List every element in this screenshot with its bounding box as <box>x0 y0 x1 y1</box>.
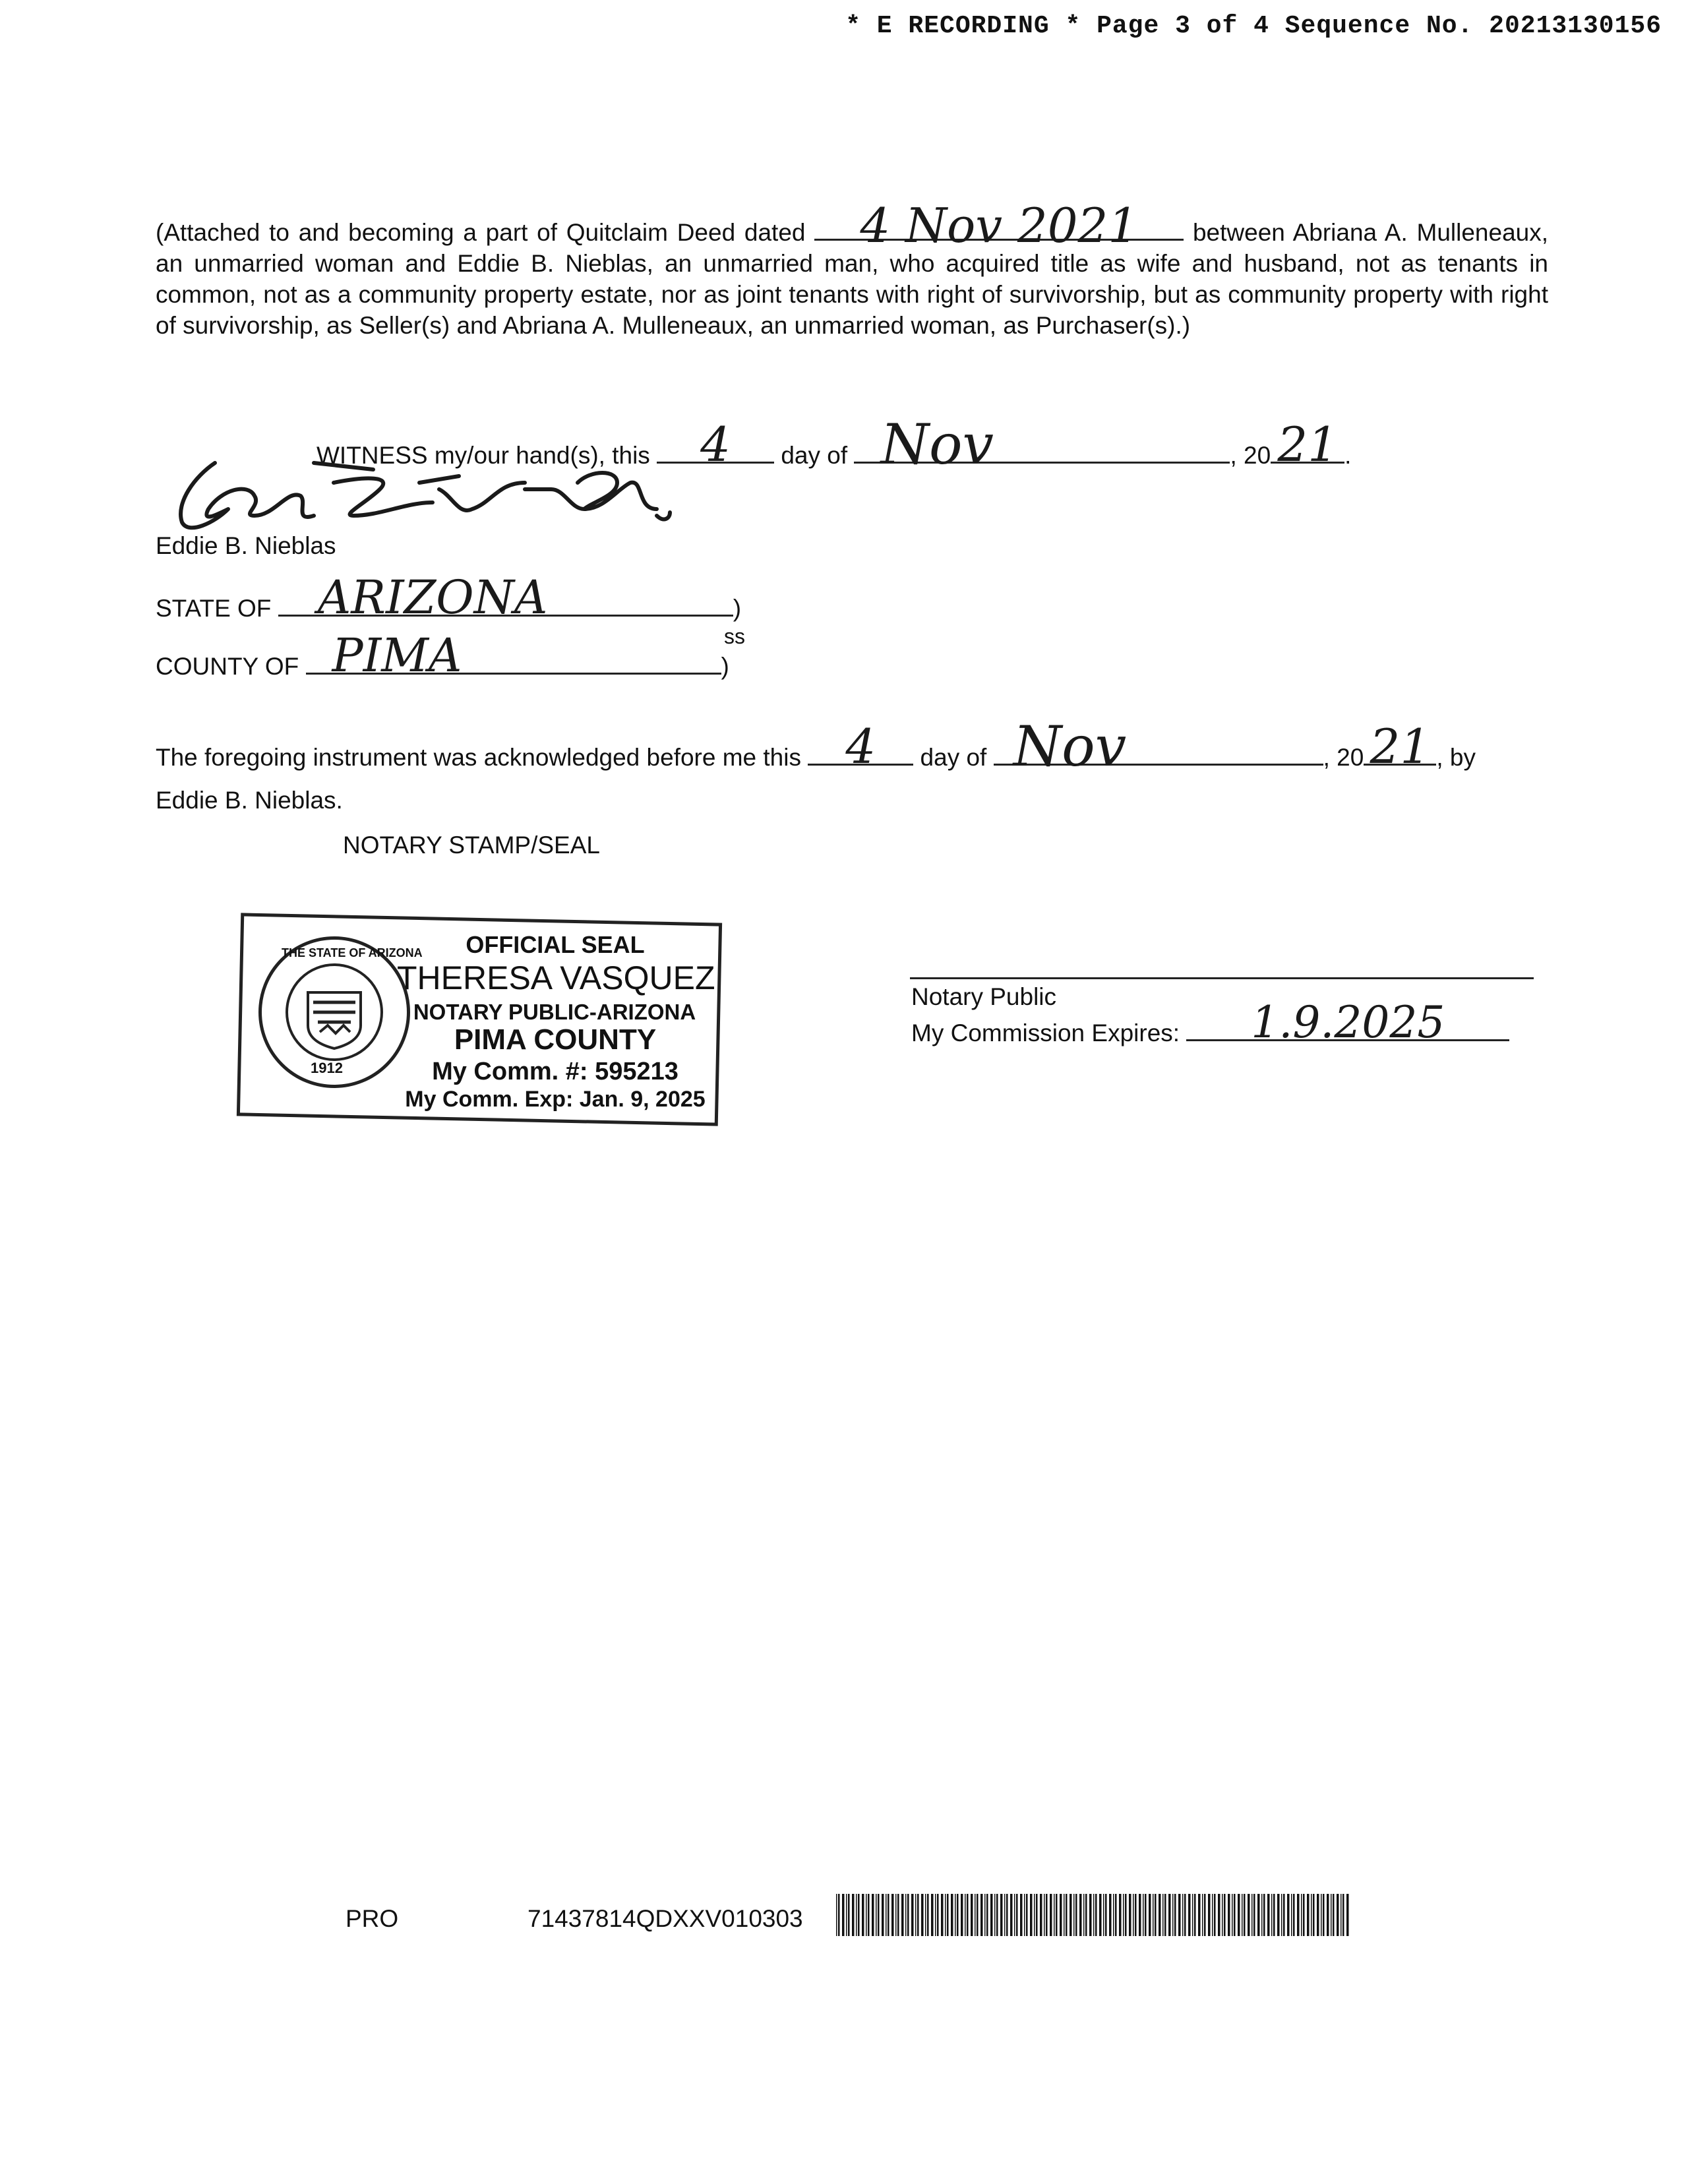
footer-document-number: 71437814QDXXV010303 <box>528 1905 803 1932</box>
state-label: STATE OF <box>156 595 272 622</box>
state-seal-emblem <box>258 936 423 1088</box>
attachment-prefix: (Attached to and becoming a part of Quitclaim Deed dated <box>156 219 806 246</box>
attachment-body: between Abriana A. Mulleneaux, an unmarried woman and Eddie B. Nieblas, an unmarried man, who acquired title as wife and husband, not as tenants in common, not as a community property estate, nor as joint tenants with right of survivorship, but as community property with right of survivorship, as Seller(s) and Abriana A. Mulleneaux, an unmarried woman, as Purchaser(s).) <box>156 219 1549 339</box>
witness-year-prefix: , 20 <box>1230 442 1271 469</box>
witness-year-handwritten: 21 <box>1277 417 1338 472</box>
ss-mark: ss <box>724 624 745 648</box>
signer-name: Eddie B. Nieblas <box>156 532 336 559</box>
witness-day-of: day of <box>781 442 848 469</box>
seal-line-county: PIMA COUNTY <box>454 1023 657 1056</box>
county-line <box>156 628 729 682</box>
witness-year-field <box>1271 417 1344 472</box>
seal-line-comm-exp: My Comm. Exp: Jan. 9, 2025 <box>405 1087 706 1112</box>
attachment-paragraph <box>156 198 1549 341</box>
commission-expires-field <box>1186 997 1509 1048</box>
ack-year-field <box>1364 719 1436 774</box>
witness-day-handwritten: 4 <box>700 417 731 472</box>
commission-expires-label: My Commission Expires: <box>911 1019 1180 1046</box>
ack-year-handwritten: 21 <box>1370 719 1431 774</box>
ack-day-of: day of <box>920 744 987 771</box>
ack-day-handwritten: 4 <box>845 719 876 774</box>
state-line <box>156 570 742 624</box>
ack-prefix: The foregoing instrument was acknowledged before me this <box>156 744 801 771</box>
deed-date-field <box>814 198 1184 253</box>
ack-day-field <box>808 719 913 774</box>
witness-label: WITNESS my/our hand(s), this <box>316 442 650 469</box>
notary-stamp-label: NOTARY STAMP/SEAL <box>343 832 600 859</box>
county-paren: ) <box>721 653 729 680</box>
seal-line-comm-number: My Comm. #: 595213 <box>432 1058 678 1085</box>
state-field <box>278 570 733 624</box>
seal-line-official: OFFICIAL SEAL <box>466 931 645 958</box>
ack-month-handwritten: Nov <box>1013 714 1127 779</box>
ack-year-prefix: , 20 <box>1323 744 1364 771</box>
commission-expires-line <box>911 997 1509 1048</box>
acknowledgment-line <box>156 714 1476 779</box>
barcode-icon <box>836 1894 1350 1936</box>
county-field <box>306 628 721 682</box>
witness-end: . <box>1344 442 1352 469</box>
witness-month-field <box>854 412 1230 477</box>
ack-suffix: , by <box>1436 744 1476 771</box>
county-handwritten: PIMA <box>332 628 462 682</box>
eddie-signature <box>156 443 709 542</box>
seal-line-notary: NOTARY PUBLIC-ARIZONA <box>413 1000 696 1024</box>
seal-year: 1912 <box>311 1060 343 1076</box>
recording-header: * E RECORDING * Page 3 of 4 Sequence No. 20213130156 <box>845 12 1662 40</box>
notary-signature-line <box>910 977 1534 979</box>
witness-month-handwritten: Nov <box>880 412 994 477</box>
ack-name: Eddie B. Nieblas. <box>156 787 343 814</box>
state-paren: ) <box>733 595 742 622</box>
seal-line-name: THERESA VASQUEZ <box>397 959 715 996</box>
county-label: COUNTY OF <box>156 653 299 680</box>
ack-month-field <box>994 714 1323 779</box>
deed-date-handwritten: 4 Nov 2021 <box>860 198 1139 253</box>
seal-ring-text: THE STATE OF ARIZONA <box>282 946 423 959</box>
notary-public-title: Notary Public <box>911 983 1057 1010</box>
state-handwritten: ARIZONA <box>317 570 548 624</box>
commission-expires-handwritten: 1.9.2025 <box>1251 997 1445 1048</box>
footer-code: PRO <box>346 1905 399 1932</box>
